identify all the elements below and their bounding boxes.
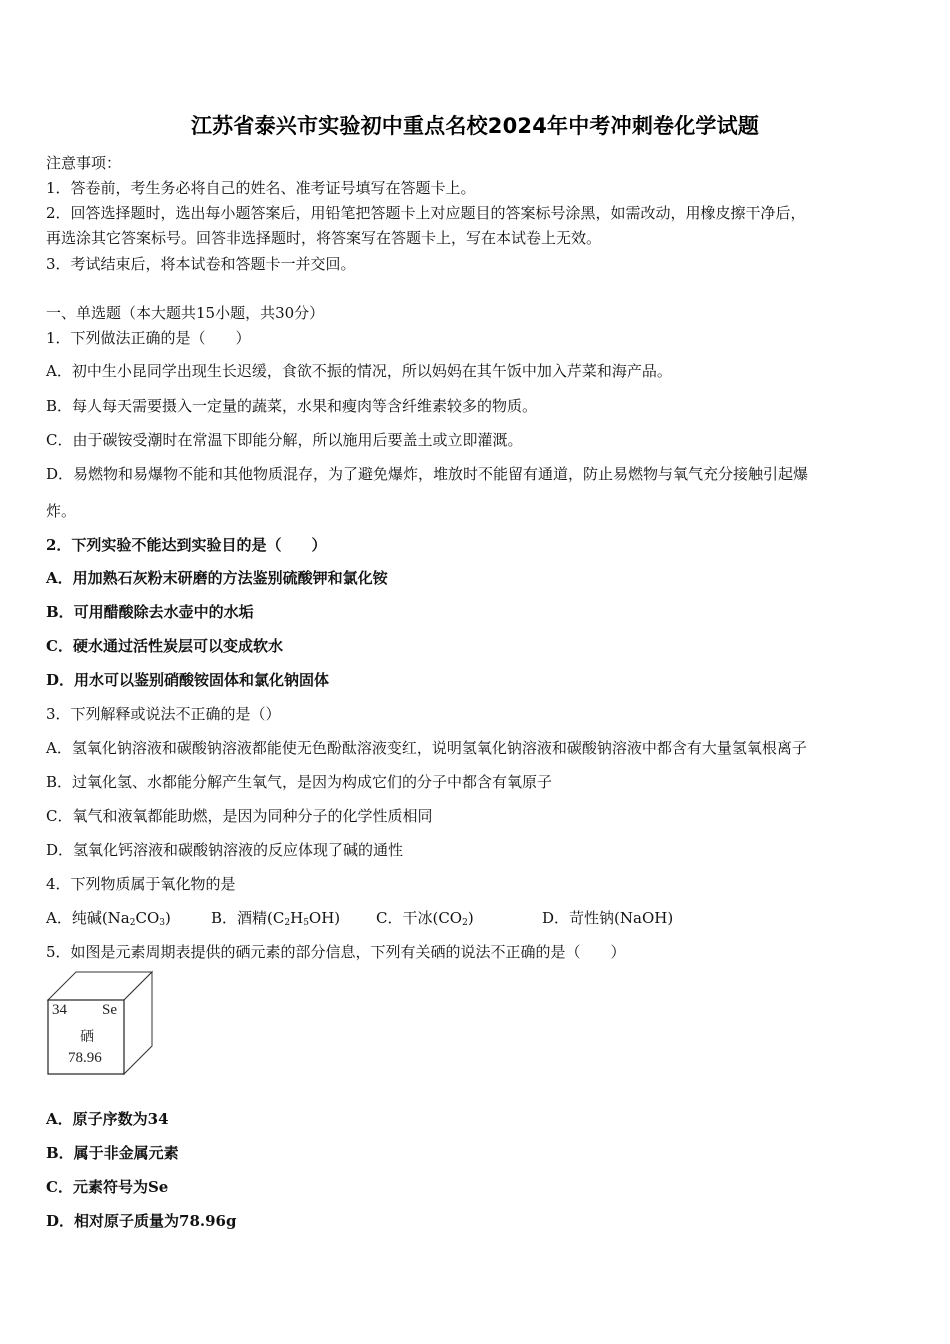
question-stem: 1．下列做法正确的是（ ） bbox=[46, 329, 251, 347]
question-option: B．酒精$(C_2H_5OH)$ bbox=[211, 909, 341, 928]
question-option: A．原子序数为34 bbox=[46, 1110, 169, 1128]
element-name: 硒 bbox=[80, 1029, 94, 1045]
question-option: D．苛性钠(NaOH) bbox=[542, 909, 674, 927]
question-option: C．元素符号为Se bbox=[46, 1178, 169, 1196]
question-stem: 5．如图是元素周期表提供的硒元素的部分信息，下列有关硒的说法不正确的是（ ） bbox=[46, 943, 626, 961]
question-stem: 2．下列实验不能达到实验目的是（ ） bbox=[46, 536, 327, 554]
notice-item: 再选涂其它答案标号。回答非选择题时，将答案写在答题卡上，写在本试卷上无效。 bbox=[46, 229, 602, 247]
question-option: D．用水可以鉴别硝酸铵固体和氯化钠固体 bbox=[46, 671, 330, 689]
question-option: C．硬水通过活性炭层可以变成软水 bbox=[46, 637, 283, 655]
notice-heading: 注意事项： bbox=[46, 154, 122, 172]
question-option: B．可用醋酸除去水壶中的水垢 bbox=[46, 603, 254, 621]
notice-item: 3．考试结束后，将本试卷和答题卡一并交回。 bbox=[46, 255, 356, 273]
question-stem: 4．下列物质属于氧化物的是 bbox=[46, 875, 236, 893]
section-heading: 一、单选题（本大题共15小题，共30分） bbox=[46, 304, 325, 322]
question-option: B．属于非金属元素 bbox=[46, 1144, 179, 1162]
question-option: A．氢氧化钠溶液和碳酸钠溶液都能使无色酚酞溶液变红，说明氢氧化钠溶液和碳酸钠溶液中都含有大量氢氧根离子 bbox=[46, 739, 807, 757]
question-option: C．由于碳铵受潮时在常温下即能分解，所以施用后要盖土或立即灌溉。 bbox=[46, 431, 523, 449]
question-option: B．过氧化氢、水都能分解产生氧气，是因为构成它们的分子中都含有氧原子 bbox=[46, 773, 553, 791]
question-option: A．初中生小昆同学出现生长迟缓，食欲不振的情况，所以妈妈在其午饭中加入芹菜和海产品。 bbox=[46, 362, 672, 380]
document-title: 江苏省泰兴市实验初中重点名校2024年中考冲刺卷化学试题 bbox=[190, 114, 760, 138]
question-option: C．氧气和液氧都能助燃，是因为同种分子的化学性质相同 bbox=[46, 807, 433, 825]
atomic-number: 34 bbox=[52, 1002, 67, 1018]
element-symbol: Se bbox=[102, 1002, 117, 1018]
question-option: D．易燃物和易爆物不能和其他物质混存，为了避免爆炸，堆放时不能留有通道，防止易燃物与氧气充分接触引起爆 bbox=[46, 465, 809, 483]
question-option: D．氢氧化钙溶液和碳酸钠溶液的反应体现了碱的通性 bbox=[46, 841, 404, 859]
question-option: D．相对原子质量为78.96g bbox=[46, 1212, 237, 1230]
notice-item: 2．回答选择题时，选出每小题答案后，用铅笔把答题卡上对应题目的答案标号涂黑，如需改动，用橡皮擦干净后， bbox=[46, 204, 806, 222]
question-option: C．干冰$(CO_2)$ bbox=[376, 909, 474, 928]
question-option: 炸。 bbox=[46, 502, 77, 520]
notice-item: 1．答卷前，考生务必将自己的姓名、准考证号填写在答题卡上。 bbox=[46, 179, 476, 197]
question-option: A．用加熟石灰粉末研磨的方法鉴别硫酸钾和氯化铵 bbox=[46, 569, 388, 587]
question-option: B．每人每天需要摄入一定量的蔬菜，水果和瘦肉等含纤维素较多的物质。 bbox=[46, 397, 538, 415]
selenium-element-figure bbox=[46, 970, 156, 1076]
question-option: A．纯碱$(Na_2CO_3)$ bbox=[46, 909, 171, 928]
atomic-mass: 78.96 bbox=[68, 1050, 102, 1066]
question-stem: 3．下列解释或说法不正确的是（） bbox=[46, 705, 281, 723]
